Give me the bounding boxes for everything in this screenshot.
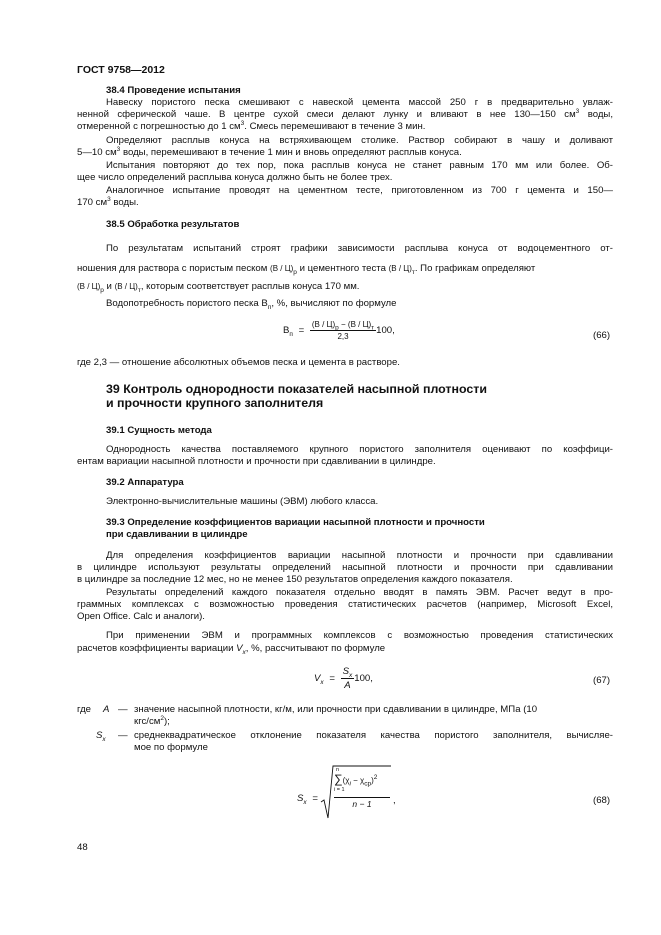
section-39-2-heading: 39.2 Аппаратура bbox=[106, 477, 184, 488]
para-39-3-line: Для определения коэффициентов вариации насыпной плотности и прочности при сдавливании bbox=[106, 550, 613, 561]
para-39-2: Электронно-вычислительные машины (ЭВМ) любого класса. bbox=[106, 496, 379, 507]
symbol-Sx: $S_x$ bbox=[96, 730, 106, 743]
formula-number: (66) bbox=[593, 330, 611, 341]
where-label: где bbox=[77, 704, 92, 715]
section-39-3-heading: при сдавливании в цилиндре bbox=[106, 529, 248, 540]
para-38-5-line: Водопотребность пористого песка $В_п$, %, вычисляют по формуле bbox=[106, 298, 397, 311]
para-38-4-line: Определяют расплыв конуса на встряхивающем столике. Раствор собирают в чашу и доливают bbox=[106, 135, 613, 146]
section-38-5-heading: 38.5 Обработка результатов bbox=[106, 219, 240, 230]
definition-dash: — bbox=[118, 704, 128, 715]
para-38-4-line: Аналогичное испытание проводят на цементном тесте, приготовленном из 700 г цемента и 150— bbox=[106, 185, 613, 196]
formula-68-lhs: $S_x$ = bbox=[297, 793, 318, 806]
formula-66: $В_п$ = $\frac{(В / Ц)_р - (В / Ц)_т}{2,3}$ 100, bbox=[283, 320, 395, 341]
para-38-5-line: $(В / Ц)_р$ и $(В / Ц)_т$, которым соответствует расплыв конуса 170 мм. bbox=[77, 281, 360, 294]
definition-A: кгс/$см^2$); bbox=[134, 714, 170, 727]
section-39-3-heading: 39.3 Определение коэффициентов вариации насыпной плотности и прочности bbox=[106, 517, 485, 528]
formula-number: (68) bbox=[593, 795, 611, 806]
para-38-5-line: По результатам испытаний строят графики зависимости расплыва конуса от водоцементного от- bbox=[106, 243, 613, 254]
symbol-A: A bbox=[103, 704, 110, 715]
formula-68-radicand: n $\sum(\chi_i - \chi_{ср})^2$ i = 1 n − 1 bbox=[334, 767, 390, 809]
section-39-heading: и прочности крупного заполнителя bbox=[106, 396, 324, 410]
definition-Sx: мое по формуле bbox=[134, 742, 208, 753]
section-39-1-heading: 39.1 Сущность метода bbox=[106, 425, 212, 436]
para-38-4-line: 5—10 $см^3$ воды, перемешивают в течение 1 мин и вновь определяют расплыв конуса. bbox=[77, 145, 462, 158]
para-39-3-line: При применении ЭВМ и программных комплексов с возможностью проведения статистических bbox=[106, 630, 613, 641]
where-clause: где 2,3 — отношение абсолютных объемов песка и цемента в растворе. bbox=[77, 357, 400, 368]
definition-dash: — bbox=[118, 730, 128, 741]
document-code: ГОСТ 9758—2012 bbox=[77, 64, 165, 76]
formula-comma: , bbox=[393, 795, 396, 806]
para-39-3-line: в цилиндре за последние 12 мес, но не менее 150 результатов определения каждого показателя. bbox=[77, 574, 513, 585]
para-38-4-line: Навеску пористого песка смешивают с навеской цемента массой 250 г в предварительно увлаж- bbox=[106, 97, 613, 108]
section-39-heading: 39 Контроль однородности показателей насыпной плотности bbox=[106, 382, 487, 396]
section-38-4-heading: 38.4 Проведение испытания bbox=[106, 85, 241, 96]
para-38-5-line: ношения для раствора с пористым песком $(В / Ц)_р$ и цементного теста $(В / Ц)_т$. По графикам определяют bbox=[77, 263, 536, 276]
para-39-3-line: Open Office. Calc и аналоги). bbox=[77, 611, 205, 622]
page-number: 48 bbox=[77, 842, 88, 853]
formula-number: (67) bbox=[593, 675, 611, 686]
para-38-4-line: Испытания повторяют до тех пор, пока расплыв конуса не станет равным 170 мм или более. Об- bbox=[106, 160, 613, 171]
para-39-3-line: в цилиндре используют результаты определений насыпной плотности и прочности при сдавливании bbox=[77, 562, 613, 573]
definition-A: значение насыпной плотности, кг/м, или прочности при сдавливании в цилиндре, МПа (10 bbox=[134, 704, 538, 715]
para-38-4-line: отмеренной с погрешностью до 1 $см^3$. Смесь перемешивают в течение 3 мин. bbox=[77, 119, 426, 132]
para-39-1-line: Однородность качества поставляемого крупного пористого заполнителя оценивают по коэффици- bbox=[106, 444, 613, 455]
para-39-3-line: Результаты определений каждого показателя отдельно вводят в память ЭВМ. Расчет ведут в про- bbox=[106, 587, 613, 598]
para-38-4-line: щее число определений расплыва конуса должно быть не более трех. bbox=[77, 172, 393, 183]
formula-67: $V_x$ = $\frac{S_x}{A}$ 100, bbox=[314, 666, 373, 691]
para-38-4-line: ненной сферической чаше. В центре сухой смеси делают лунку и вливают в нее 130—150 $см^3$ воды, bbox=[77, 107, 613, 120]
para-38-4-line: 170 $см^3$ воды. bbox=[77, 195, 139, 208]
para-39-3-line: граммных комплексах с возможностью проведения статистических расчетов (например, Microsoft Excel, bbox=[77, 599, 613, 610]
para-39-3-line: расчетов коэффициенты вариации $V_x$, %, рассчитывают по формуле bbox=[77, 643, 386, 656]
definition-Sx: среднеквадратическое отклонение показателя качества пористого заполнителя, вычисляе- bbox=[134, 730, 613, 741]
para-39-1-line: ентам вариации насыпной плотности и прочности при сдавливании в цилиндре. bbox=[77, 456, 436, 467]
